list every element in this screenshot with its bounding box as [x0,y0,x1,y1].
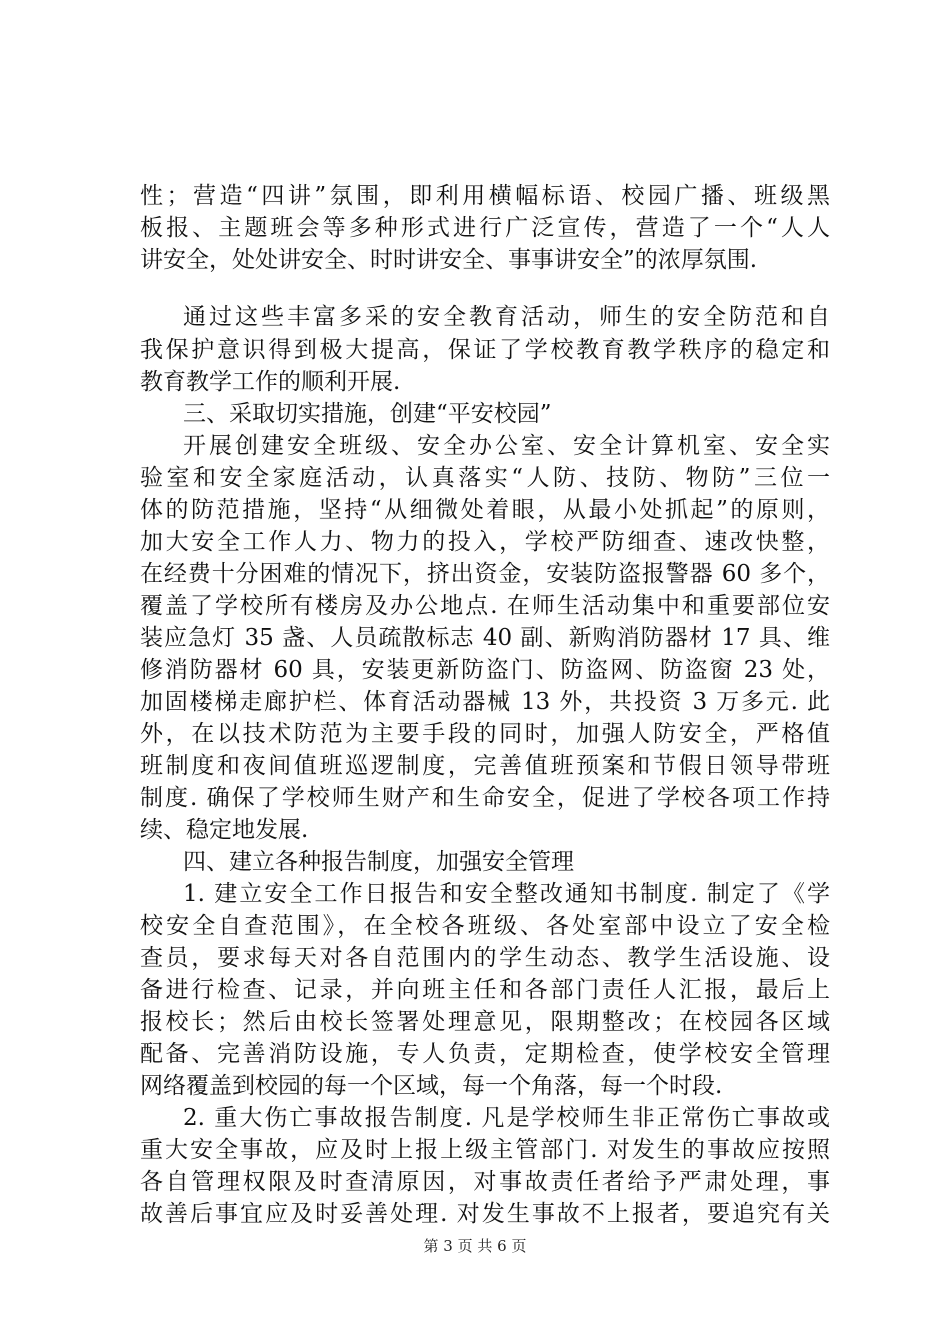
paragraph-0-line-2: 讲安全，处处讲安全、时时讲安全、事事讲安全”的浓厚氛围. [140,247,758,273]
section-heading-3: 三、采取切实措施，创建“平安校园” [183,401,552,427]
paragraph-6-line-3: 故善后事宜应及时妥善处理. 对发生事故不上报者，要追究有关 [140,1201,830,1227]
paragraph-5-line-2: 查员，要求每天对各自范围内的学生动态、教学生活设施、设 [140,945,830,971]
paragraph-3-line-7: 修消防器材 60 具，安装更新防盗门、防盗网、防盗窗 23 处， [140,657,830,683]
paragraph-3-line-0: 开展创建安全班级、安全办公室、安全计算机室、安全实 [183,433,830,459]
paragraph-3-line-9: 外，在以技术防范为主要手段的同时，加强人防安全，严格值 [140,721,830,747]
paragraph-1-line-0: 通过这些丰富多采的安全教育活动，师生的安全防范和自 [183,304,830,330]
section-heading-4: 四、建立各种报告制度，加强安全管理 [183,849,574,875]
paragraph-3-line-12: 续、稳定地发展. [140,817,309,843]
paragraph-0-line-0: 性；营造“四讲”氛围，即利用横幅标语、校园广播、班级黑 [140,183,830,209]
paragraph-3-line-10: 班制度和夜间值班巡逻制度，完善值班预案和节假日领导带班 [140,753,830,779]
paragraph-6-line-0: 2. 重大伤亡事故报告制度. 凡是学校师生非正常伤亡事故或 [183,1105,830,1131]
paragraph-5-line-3: 备进行检查、记录，并向班主任和各部门责任人汇报，最后上 [140,977,830,1003]
paragraph-6-line-1: 重大安全事故，应及时上报上级主管部门. 对发生的事故应按照 [140,1137,830,1163]
paragraph-3-line-11: 制度. 确保了学校师生财产和生命安全，促进了学校各项工作持 [140,785,830,811]
page-number-footer: 第 3 页 共 6 页 [423,1237,527,1255]
paragraph-3-line-5: 覆盖了学校所有楼房及办公地点. 在师生活动集中和重要部位安 [140,593,830,619]
paragraph-1-line-2: 教育教学工作的顺利开展. [140,369,401,395]
paragraph-0-line-1: 板报、主题班会等多种形式进行广泛宣传，营造了一个“人人 [140,215,830,241]
paragraph-5-line-6: 网络覆盖到校园的每一个区域，每一个角落，每一个时段. [140,1073,723,1099]
paragraph-3-line-4: 在经费十分困难的情况下，挤出资金，安装防盗报警器 60 多个， [140,561,830,587]
paragraph-3-line-1: 验室和安全家庭活动，认真落实“人防、技防、物防”三位一 [140,465,830,491]
paragraph-3-line-8: 加固楼梯走廊护栏、体育活动器械 13 外，共投资 3 万多元. 此 [140,689,830,715]
paragraph-3-line-6: 装应急灯 35 盏、人员疏散标志 40 副、新购消防器材 17 具、维 [140,625,830,651]
paragraph-3-line-3: 加大安全工作人力、物力的投入，学校严防细查、速改快整， [140,529,830,555]
paragraph-6-line-2: 各自管理权限及时查清原因，对事故责任者给予严肃处理，事 [140,1169,830,1195]
paragraph-5-line-4: 报校长；然后由校长签署处理意见，限期整改；在校园各区域 [140,1009,830,1035]
paragraph-5-line-0: 1. 建立安全工作日报告和安全整改通知书制度. 制定了《学 [183,881,830,907]
paragraph-5-line-1: 校安全自查范围》，在全校各班级、各处室部中设立了安全检 [140,913,830,939]
paragraph-3-line-2: 体的防范措施，坚持“从细微处着眼，从最小处抓起”的原则， [140,497,830,523]
paragraph-1-line-1: 我保护意识得到极大提高，保证了学校教育教学秩序的稳定和 [140,337,830,363]
paragraph-5-line-5: 配备、完善消防设施，专人负责，定期检查，使学校安全管理 [140,1041,830,1067]
